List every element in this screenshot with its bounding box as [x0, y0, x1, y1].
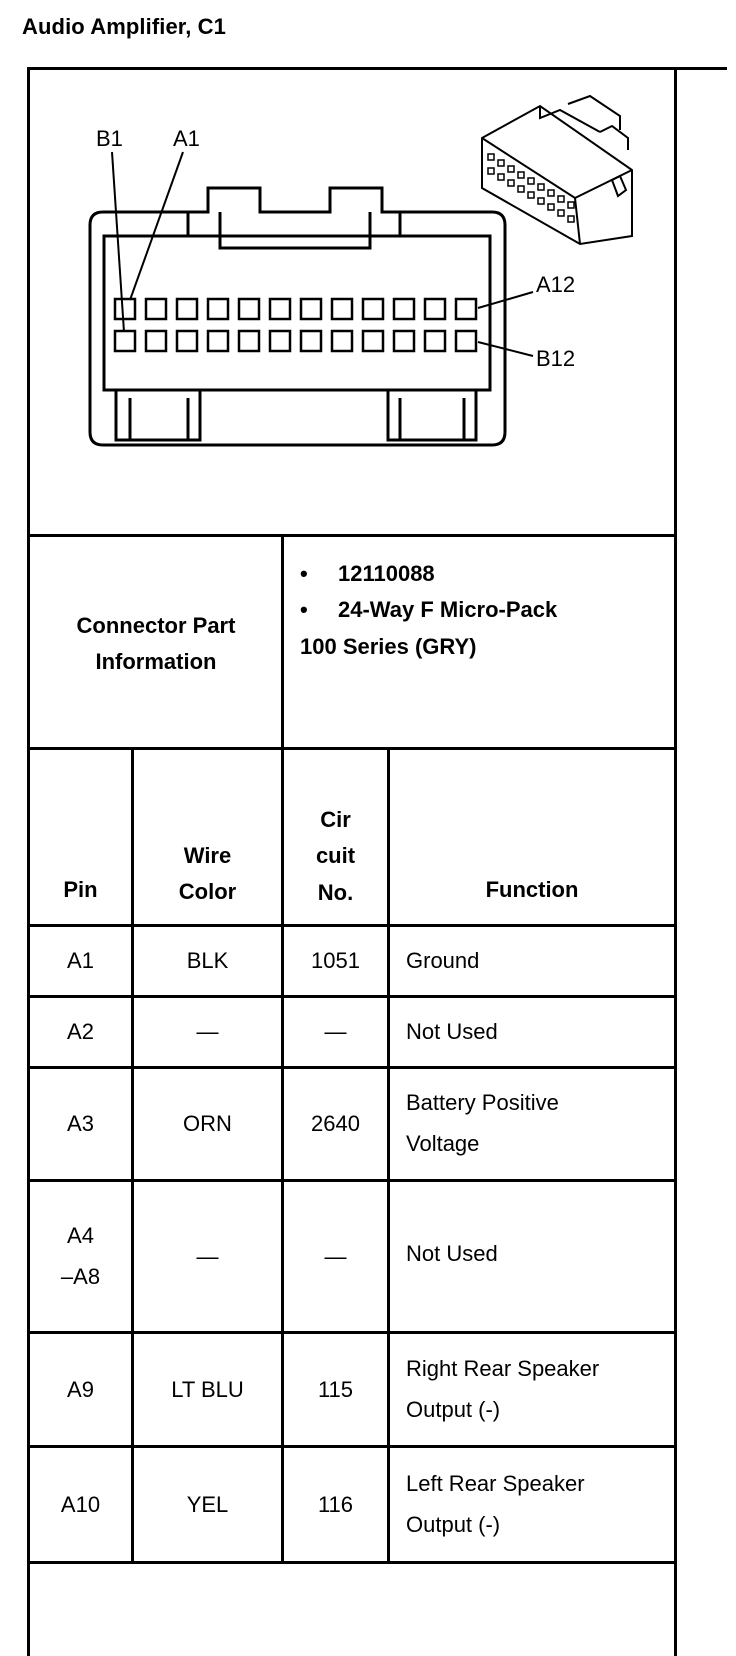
- row-2-wire: —: [196, 1019, 219, 1044]
- row-5-pin: [30, 1334, 131, 1445]
- part-series: 100 Series (GRY): [300, 633, 477, 659]
- header-cir-line2: cuit: [315, 843, 356, 869]
- row-6-circuit: 116: [317, 1491, 354, 1517]
- row-6-wire: YEL: [186, 1491, 229, 1517]
- bullet-icon: •: [300, 597, 308, 623]
- function-line1: Right Rear Speaker: [406, 1355, 600, 1381]
- row-2-pin: [30, 998, 131, 1066]
- bullet-icon: •: [300, 561, 308, 586]
- row-6-function: [406, 1448, 674, 1561]
- row-6-pin: [30, 1448, 131, 1561]
- row-5-circuit: 115: [317, 1376, 354, 1402]
- function-line1: Left Rear Speaker: [406, 1470, 585, 1496]
- row-1-function: [406, 927, 674, 995]
- circuit-column-divider: [387, 747, 390, 1564]
- function-line1: Ground: [406, 947, 480, 973]
- label-b1: B1: [96, 126, 123, 151]
- row-3-circuit: 2640: [311, 1111, 360, 1136]
- divider-row-6: [27, 1561, 677, 1564]
- row-3-function: [406, 1069, 674, 1179]
- page-title: Audio Amplifier, C1: [22, 14, 226, 39]
- part-number: 12110088: [338, 561, 435, 586]
- header-wire-line1: Wire: [183, 843, 232, 868]
- row-2-circuit: —: [324, 1019, 347, 1044]
- pin-value-range: –A8: [60, 1263, 101, 1289]
- part-description: 24-Way F Micro-Pack: [338, 597, 558, 623]
- label-a1: A1: [173, 126, 200, 151]
- function-line2: Voltage: [406, 1131, 480, 1156]
- pin-value: A4: [67, 1222, 94, 1248]
- row-1-circuit: 1051: [311, 948, 360, 973]
- pin-value: A2: [67, 1019, 94, 1044]
- function-line1: Not Used: [406, 1241, 498, 1266]
- connector-info-label-line1: Connector Part: [76, 612, 236, 638]
- connector-info-list: [300, 556, 557, 665]
- header-wire-color: [134, 838, 281, 911]
- divider-diagram: [27, 534, 677, 537]
- header-function: [390, 872, 674, 908]
- connector-info-label-line2: Information: [95, 649, 217, 674]
- frame-right-border: [674, 67, 677, 1656]
- row-1-pin: [30, 927, 131, 995]
- pin-row-b: [115, 331, 476, 351]
- header-circuit-no: [284, 802, 387, 911]
- pin-value: A3: [67, 1111, 94, 1136]
- header-cir-line1: Cir: [320, 807, 351, 832]
- label-b12: B12: [536, 346, 576, 371]
- pin-value: A1: [67, 948, 94, 973]
- row-2-function: [406, 998, 674, 1066]
- function-line2: Output (-): [406, 1511, 501, 1537]
- row-4-wire: —: [196, 1243, 219, 1269]
- function-line2: Output (-): [406, 1396, 501, 1422]
- header-wire-line2: Color: [178, 879, 237, 905]
- pin-row-a: [115, 299, 476, 319]
- row-4-function: [406, 1182, 674, 1331]
- row-3-wire: ORN: [183, 1111, 232, 1136]
- connector-info-label: [30, 540, 282, 748]
- header-function-label: Function: [485, 877, 579, 902]
- function-line1: Not Used: [406, 1018, 498, 1044]
- header-cir-line3: No.: [317, 879, 354, 905]
- row-1-wire: BLK: [186, 948, 229, 973]
- function-line1: Battery Positive: [406, 1090, 559, 1116]
- row-3-pin: [30, 1069, 131, 1179]
- row-5-wire: LT BLU: [171, 1376, 244, 1402]
- row-4-pin: [30, 1182, 131, 1331]
- pin-value: A9: [67, 1376, 94, 1402]
- header-pin: [30, 872, 131, 908]
- pin-value: A10: [60, 1491, 101, 1517]
- header-pin-label: Pin: [63, 877, 98, 902]
- row-4-circuit: —: [324, 1243, 347, 1269]
- part-description-item: [300, 592, 557, 628]
- part-number-item: [300, 556, 557, 592]
- connector-diagram: [30, 70, 674, 534]
- row-5-function: [406, 1334, 674, 1445]
- label-a12: A12: [536, 272, 576, 297]
